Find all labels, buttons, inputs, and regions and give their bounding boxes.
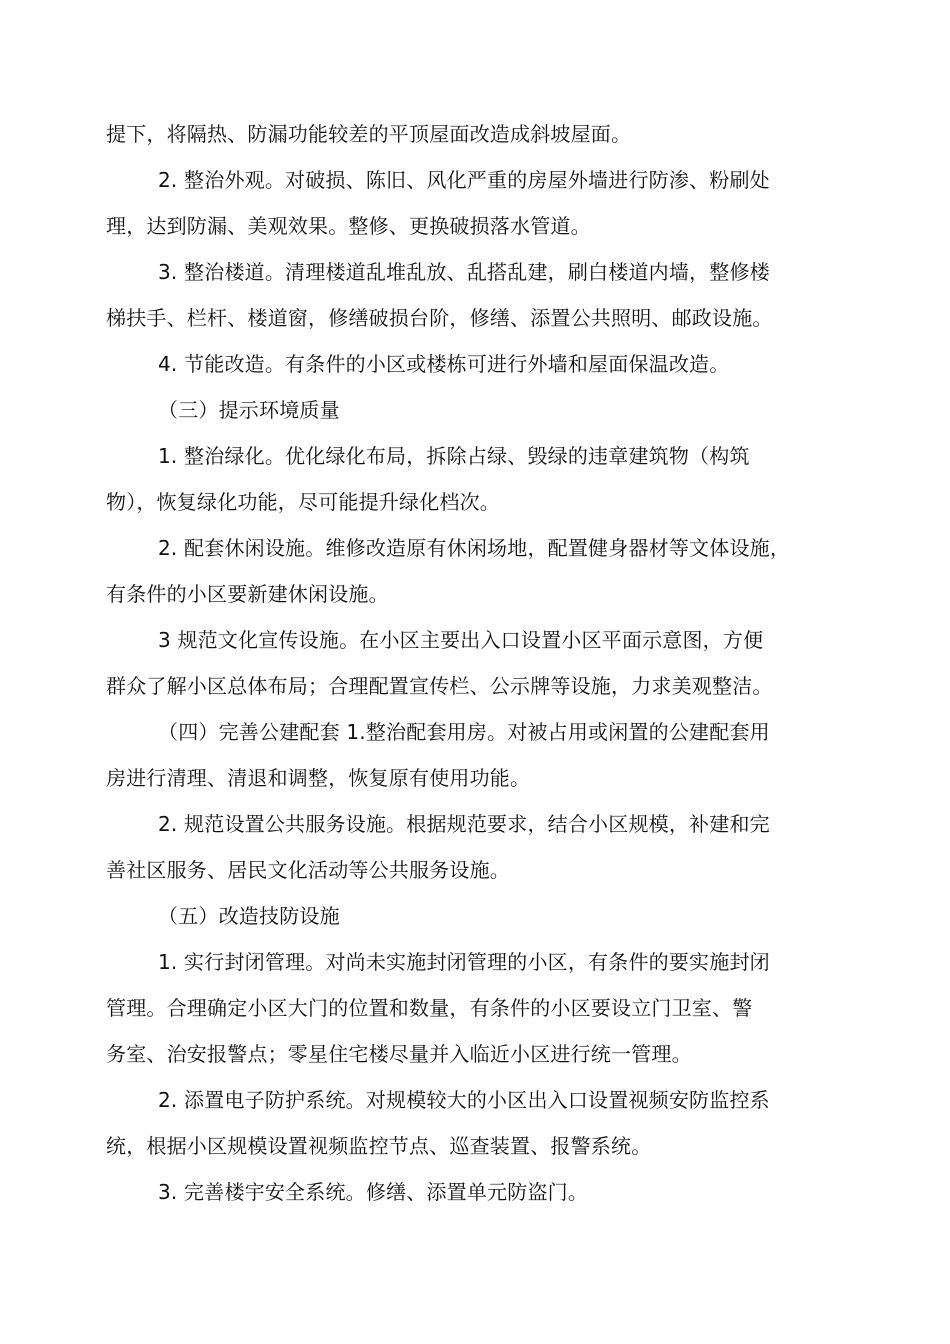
paragraph-line: 务室、治安报警点；零星住宅楼尽量并入临近小区进行统一管理。: [106, 1042, 692, 1066]
paragraph-line: 房进行清理、清退和调整，恢复原有使用功能。: [106, 766, 531, 790]
paragraph-line: 2. 添置电子防护系统。对规模较大的小区出入口设置视频安防监控系: [158, 1088, 770, 1112]
paragraph-line: 群众了解小区总体布局；合理配置宣传栏、公示牌等设施，力求美观整洁。: [106, 674, 773, 698]
paragraph-line: 理，达到防漏、美观效果。整修、更换破损落水管道。: [106, 214, 591, 238]
paragraph-line: 梯扶手、栏杆、楼道窗，修缮破损台阶，修缮、添置公共照明、邮政设施。: [106, 306, 773, 330]
paragraph-line: 2. 配套休闲设施。维修改造原有休闲场地，配置健身器材等文体设施，: [158, 536, 791, 560]
paragraph-line: 3 规范文化宣传设施。在小区主要出入口设置小区平面示意图，方便: [158, 628, 764, 652]
paragraph-line: 3. 完善楼宇安全系统。修缮、添置单元防盗门。: [158, 1180, 589, 1204]
paragraph-line: 4. 节能改造。有条件的小区或楼栋可进行外墙和屋面保温改造。: [158, 352, 730, 376]
paragraph-line: 提下，将隔热、防漏功能较差的平顶屋面改造成斜坡屋面。: [106, 122, 632, 146]
paragraph-line: 1. 实行封闭管理。对尚未实施封闭管理的小区，有条件的要实施封闭: [158, 950, 770, 974]
section-heading: （三）提示环境质量: [158, 398, 340, 422]
paragraph-line: 善社区服务、居民文化活动等公共服务设施。: [106, 858, 510, 882]
paragraph-line: 1. 整治绿化。优化绿化布局，拆除占绿、毁绿的违章建筑物（构筑: [158, 444, 750, 468]
paragraph-line: 2. 规范设置公共服务设施。根据规范要求，结合小区规模，补建和完: [158, 812, 770, 836]
paragraph-line: 3. 整治楼道。清理楼道乱堆乱放、乱搭乱建，刷白楼道内墙，整修楼: [158, 260, 770, 284]
paragraph-line: 管理。合理确定小区大门的位置和数量，有条件的小区要设立门卫室、警: [106, 996, 753, 1020]
section-heading: （四）完善公建配套 1.整治配套用房。对被占用或闲置的公建配套用: [158, 720, 770, 744]
paragraph-line: 有条件的小区要新建休闲设施。: [106, 582, 389, 606]
paragraph-line: 物），恢复绿化功能，尽可能提升绿化档次。: [106, 490, 500, 514]
paragraph-line: 统，根据小区规模设置视频监控节点、巡查装置、报警系统。: [106, 1134, 652, 1158]
paragraph-line: 2. 整治外观。对破损、陈旧、风化严重的房屋外墙进行防渗、粉刷处: [158, 168, 770, 192]
section-heading: （五）改造技防设施: [158, 904, 340, 928]
